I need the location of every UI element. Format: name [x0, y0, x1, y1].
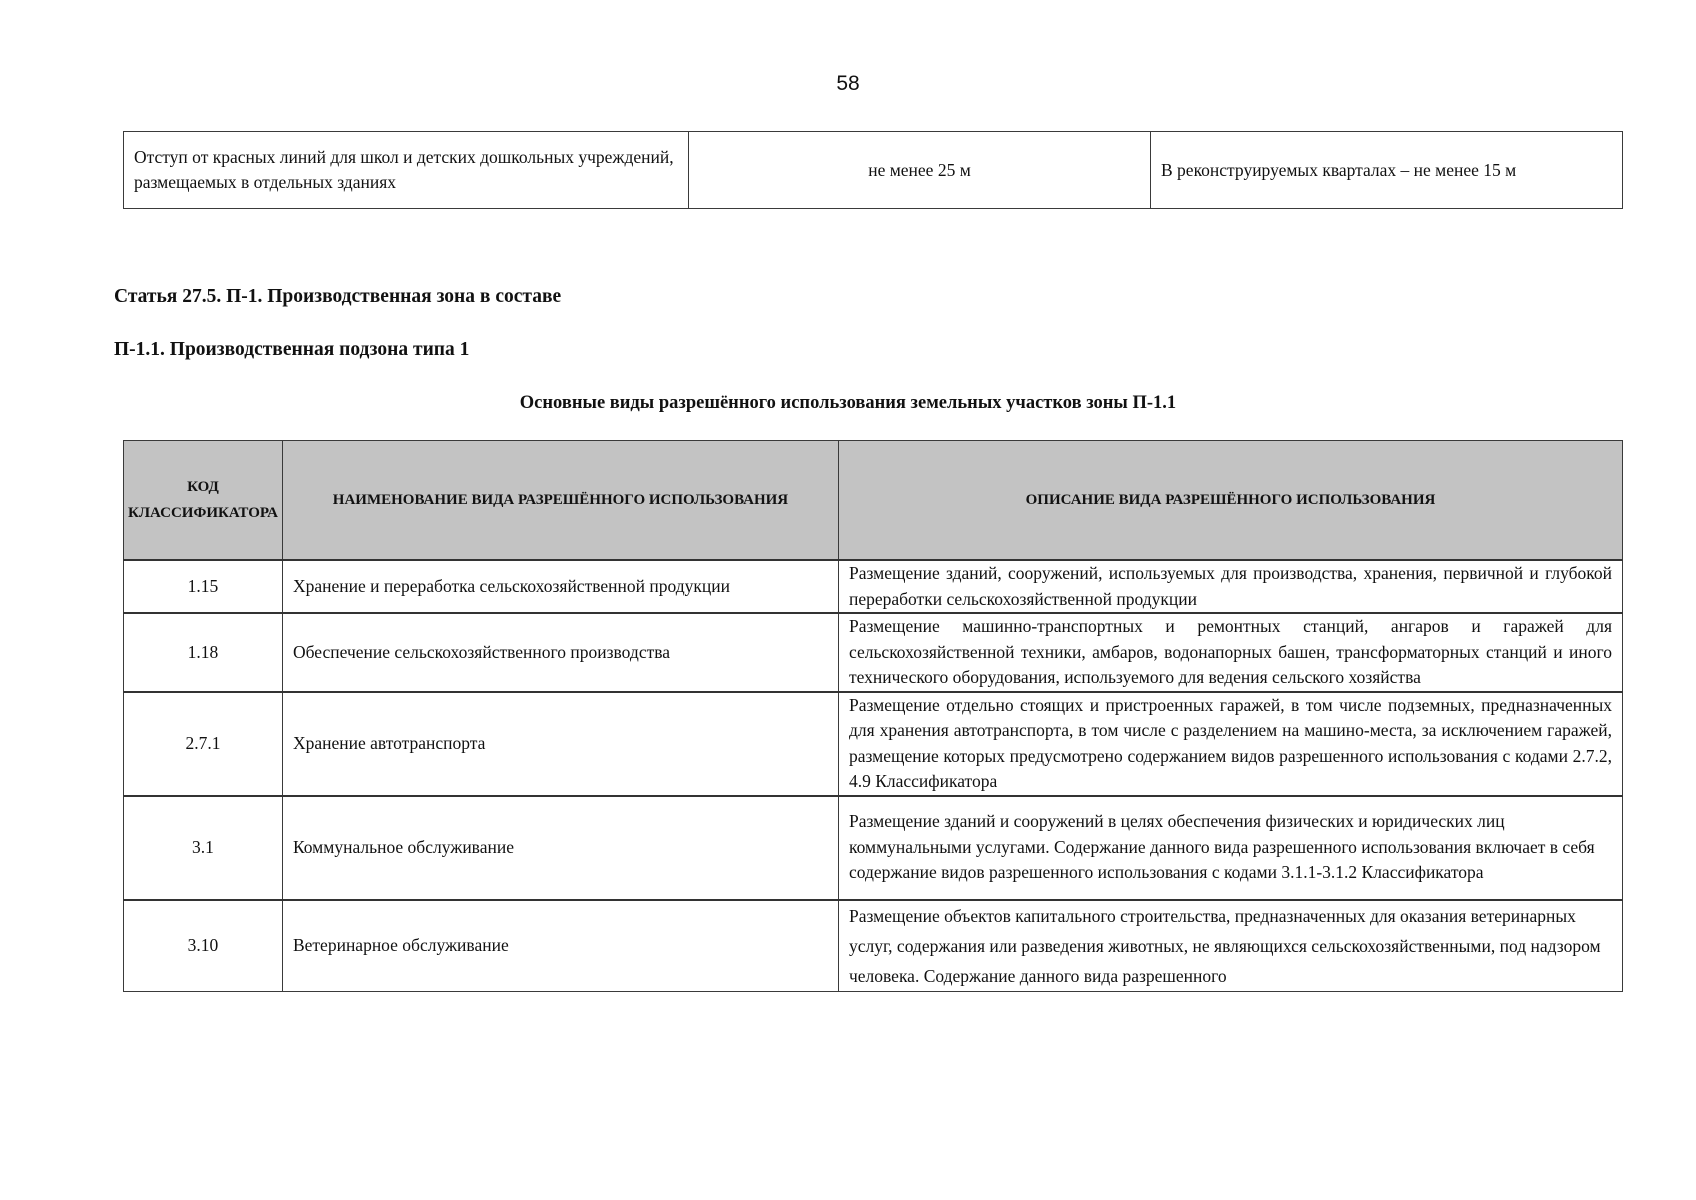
- header-name: НАИМЕНОВАНИЕ ВИДА РАЗРЕШЁННОГО ИСПОЛЬЗОВАНИЯ: [282, 441, 838, 561]
- table-row: [124, 796, 1623, 900]
- row-name: Коммунальное обслуживание: [282, 796, 838, 900]
- row-code: 1.15: [124, 560, 283, 613]
- header-code: КОД КЛАССИФИКАТОРА: [124, 441, 283, 561]
- table-row: [124, 613, 1623, 692]
- row-name: Ветеринарное обслуживание: [282, 900, 838, 992]
- table-row: [124, 132, 1623, 209]
- permitted-use-table: [123, 440, 1623, 992]
- subzone-heading: П-1.1. Производственная подзона типа 1: [114, 339, 470, 360]
- row-name: Хранение и переработка сельскохозяйственной продукции: [282, 560, 838, 613]
- row-code: 3.1: [124, 796, 283, 900]
- setback-value-cell: не менее 25 м: [689, 132, 1151, 209]
- setback-description-cell: Отступ от красных линий для школ и детских дошкольных учреждений, размещаемых в отдельных зданиях: [124, 132, 689, 209]
- table-caption: Основные виды разрешённого использования земельных участков зоны П-1.1: [519, 393, 1177, 413]
- row-name: Хранение автотранспорта: [282, 692, 838, 796]
- page-number: 58: [836, 72, 860, 95]
- table-row: [124, 692, 1623, 796]
- setback-table: [123, 131, 1623, 209]
- row-name: Обеспечение сельскохозяйственного производства: [282, 613, 838, 692]
- table-header-row: [124, 441, 1623, 561]
- row-code: 3.10: [124, 900, 283, 992]
- row-description: Размещение зданий и сооружений в целях обеспечения физических и юридических лиц коммунальными услугами. Содержание данного вида разрешенного использования включает в себя содержание видов разрешенного использования с кодами 3.1.1-3.1.2 Классификатора: [838, 796, 1622, 900]
- article-heading: Статья 27.5. П-1. Производственная зона в составе: [114, 286, 562, 307]
- setback-note-cell: В реконструируемых кварталах – не менее 15 м: [1151, 132, 1623, 209]
- table-row: [124, 900, 1623, 992]
- row-description: Размещение отдельно стоящих и пристроенных гаражей, в том числе подземных, предназначенных для хранения автотранспорта, в том числе с разделением на машино-места, за исключением гаражей, размещение которых предусмотрено содержанием видов разрешенного использования с кодами 2.7.2, 4.9 Классификатора: [838, 692, 1622, 796]
- row-description: Размещение машинно-транспортных и ремонтных станций, ангаров и гаражей для сельскохозяйственной техники, амбаров, водонапорных башен, трансформаторных станций и иного технического оборудования, используемого для ведения сельского хозяйства: [838, 613, 1622, 692]
- header-description: ОПИСАНИЕ ВИДА РАЗРЕШЁННОГО ИСПОЛЬЗОВАНИЯ: [838, 441, 1622, 561]
- row-description: Размещение объектов капитального строительства, предназначенных для оказания ветеринарных услуг, содержания или разведения животных, не являющихся сельскохозяйственными, под надзором человека. Содержание данного вида разрешенного: [838, 900, 1622, 992]
- row-code: 1.18: [124, 613, 283, 692]
- row-description: Размещение зданий, сооружений, используемых для производства, хранения, первичной и глубокой переработки сельскохозяйственной продукции: [838, 560, 1622, 613]
- table-row: [124, 560, 1623, 613]
- row-code: 2.7.1: [124, 692, 283, 796]
